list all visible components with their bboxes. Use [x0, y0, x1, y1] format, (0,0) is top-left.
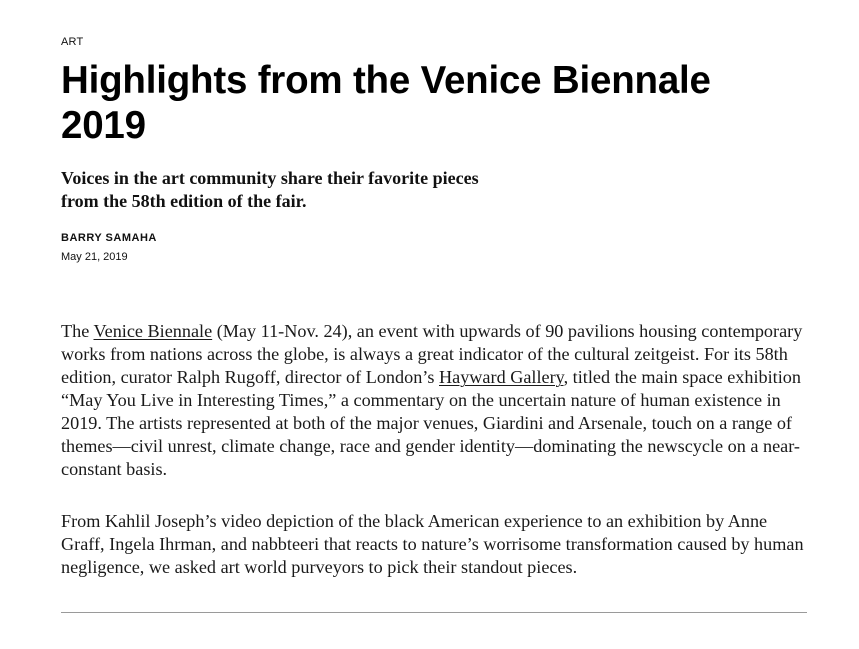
body-paragraph-2: From Kahlil Joseph’s video depiction of the black American experience to an exhibition by Anne Graff, Ingela Ihrman, and nabbteeri that reacts to nature’s worrisome transformation caused by human negligence, we asked art world purveyors to pick their standout pieces.	[61, 511, 804, 577]
body-text: (May 11-Nov. 24), an event with upwards of 90 pavilions housing contemporary works from nations across the globe, is always a great indicator of the cultural zeitgeist. For its 58th edition, curator Ralph Rugoff, director of London’s	[61, 321, 803, 387]
body-paragraph-1	[61, 320, 807, 481]
article-subtitle: Voices in the art community share their favorite pieces from the 58th edition of the fair.	[61, 168, 479, 211]
author-name[interactable]: BARRY SAMAHA	[61, 232, 157, 244]
body-text: The	[61, 321, 94, 341]
body-text: , titled the main space exhibition “May You Live in Interesting Times,” a commentary on the uncertain nature of human existence in 2019. The artists represented at both of the major venues, Giardini and Arsenale, touch on a range of themes—civil unrest, climate change, race and gender identity—dominating the newscycle on a near-constant basis.	[61, 367, 801, 479]
section-label[interactable]: ART	[61, 36, 84, 48]
venice-biennale-link[interactable]: Venice Biennale	[93, 321, 213, 341]
section-divider	[61, 612, 807, 613]
publish-date: May 21, 2019	[61, 251, 128, 263]
article-title: Highlights from the Venice Biennale 2019	[61, 59, 711, 147]
article-body	[61, 320, 807, 608]
hayward-gallery-link[interactable]: Hayward Gallery	[439, 367, 564, 387]
